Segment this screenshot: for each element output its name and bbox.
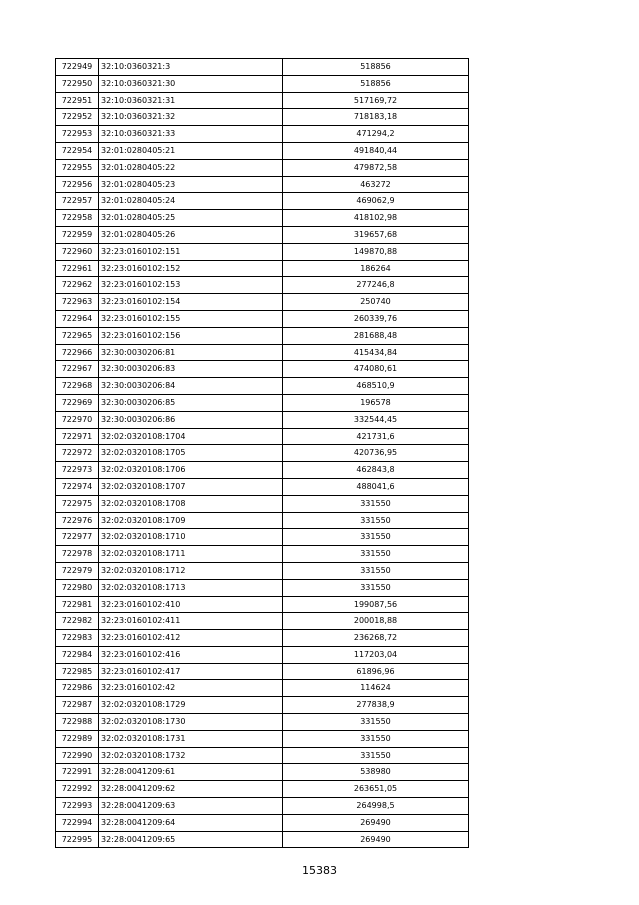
row-number-cell: 722973: [56, 462, 99, 479]
row-number-cell: 722962: [56, 277, 99, 294]
value-cell: 718183,18: [283, 109, 469, 126]
value-cell: 518856: [283, 75, 469, 92]
cadastral-number-cell: 32:02:0320108:1709: [99, 512, 283, 529]
cadastral-number-cell: 32:30:0030206:83: [99, 361, 283, 378]
value-cell: 331550: [283, 512, 469, 529]
cadastral-number-cell: 32:10:0360321:30: [99, 75, 283, 92]
row-number-cell: 722953: [56, 126, 99, 143]
value-cell: 331550: [283, 730, 469, 747]
cadastral-number-cell: 32:10:0360321:32: [99, 109, 283, 126]
value-cell: 538980: [283, 764, 469, 781]
row-number-cell: 722980: [56, 579, 99, 596]
cadastral-number-cell: 32:02:0320108:1707: [99, 478, 283, 495]
table-row: [56, 260, 469, 277]
value-cell: 462843,8: [283, 462, 469, 479]
value-cell: 421731,6: [283, 428, 469, 445]
row-number-cell: 722990: [56, 747, 99, 764]
cadastral-number-cell: 32:23:0160102:153: [99, 277, 283, 294]
value-cell: 199087,56: [283, 596, 469, 613]
value-cell: 250740: [283, 294, 469, 311]
row-number-cell: 722994: [56, 814, 99, 831]
table-row: [56, 646, 469, 663]
row-number-cell: 722956: [56, 176, 99, 193]
row-number-cell: 722983: [56, 630, 99, 647]
cadastral-number-cell: 32:02:0320108:1704: [99, 428, 283, 445]
cadastral-number-cell: 32:02:0320108:1729: [99, 697, 283, 714]
value-cell: 491840,44: [283, 142, 469, 159]
row-number-cell: 722991: [56, 764, 99, 781]
cadastral-number-cell: 32:23:0160102:416: [99, 646, 283, 663]
value-cell: 517169,72: [283, 92, 469, 109]
cadastral-number-cell: 32:23:0160102:412: [99, 630, 283, 647]
table-row: [56, 562, 469, 579]
table-row: [56, 680, 469, 697]
row-number-cell: 722950: [56, 75, 99, 92]
table-row: [56, 361, 469, 378]
table-row: [56, 176, 469, 193]
row-number-cell: 722978: [56, 546, 99, 563]
row-number-cell: 722981: [56, 596, 99, 613]
cadastral-number-cell: 32:23:0160102:42: [99, 680, 283, 697]
table-row: [56, 277, 469, 294]
value-cell: 471294,2: [283, 126, 469, 143]
row-number-cell: 722977: [56, 529, 99, 546]
value-cell: 269490: [283, 831, 469, 848]
table-row: [56, 814, 469, 831]
value-cell: 331550: [283, 529, 469, 546]
row-number-cell: 722959: [56, 226, 99, 243]
value-cell: 277246,8: [283, 277, 469, 294]
value-cell: 61896,96: [283, 663, 469, 680]
value-cell: 277838,9: [283, 697, 469, 714]
table-row: [56, 159, 469, 176]
value-cell: 479872,58: [283, 159, 469, 176]
cadastral-number-cell: 32:10:0360321:31: [99, 92, 283, 109]
row-number-cell: 722974: [56, 478, 99, 495]
cadastral-number-cell: 32:01:0280405:24: [99, 193, 283, 210]
table-row: [56, 142, 469, 159]
cadastral-number-cell: 32:01:0280405:21: [99, 142, 283, 159]
table-row: [56, 428, 469, 445]
value-cell: 331550: [283, 562, 469, 579]
cadastral-number-cell: 32:23:0160102:154: [99, 294, 283, 311]
cadastral-number-cell: 32:28:0041209:64: [99, 814, 283, 831]
table-row: [56, 798, 469, 815]
row-number-cell: 722985: [56, 663, 99, 680]
table-row: [56, 613, 469, 630]
cadastral-number-cell: 32:01:0280405:23: [99, 176, 283, 193]
value-cell: 331550: [283, 714, 469, 731]
value-cell: 420736,95: [283, 445, 469, 462]
row-number-cell: 722958: [56, 210, 99, 227]
cadastral-number-cell: 32:01:0280405:22: [99, 159, 283, 176]
table-row: [56, 210, 469, 227]
cadastral-number-cell: 32:02:0320108:1711: [99, 546, 283, 563]
row-number-cell: 722993: [56, 798, 99, 815]
cadastral-number-cell: 32:30:0030206:85: [99, 394, 283, 411]
table-row: [56, 697, 469, 714]
cadastral-number-cell: 32:02:0320108:1708: [99, 495, 283, 512]
cadastral-number-cell: 32:23:0160102:155: [99, 310, 283, 327]
row-number-cell: 722975: [56, 495, 99, 512]
table-row: [56, 714, 469, 731]
cadastral-number-cell: 32:02:0320108:1712: [99, 562, 283, 579]
row-number-cell: 722984: [56, 646, 99, 663]
cadastral-number-cell: 32:23:0160102:151: [99, 243, 283, 260]
row-number-cell: 722968: [56, 378, 99, 395]
value-cell: 186264: [283, 260, 469, 277]
table-row: [56, 764, 469, 781]
table-row: [56, 92, 469, 109]
value-cell: 331550: [283, 495, 469, 512]
cadastral-number-cell: 32:30:0030206:84: [99, 378, 283, 395]
cadastral-number-cell: 32:23:0160102:156: [99, 327, 283, 344]
row-number-cell: 722954: [56, 142, 99, 159]
cadastral-number-cell: 32:28:0041209:61: [99, 764, 283, 781]
table-row: [56, 747, 469, 764]
table-row: [56, 781, 469, 798]
row-number-cell: 722989: [56, 730, 99, 747]
row-number-cell: 722961: [56, 260, 99, 277]
value-cell: 469062,9: [283, 193, 469, 210]
value-cell: 468510,9: [283, 378, 469, 395]
cadastral-number-cell: 32:23:0160102:417: [99, 663, 283, 680]
table-row: [56, 243, 469, 260]
cadastral-number-cell: 32:02:0320108:1706: [99, 462, 283, 479]
value-cell: 236268,72: [283, 630, 469, 647]
value-cell: 117203,04: [283, 646, 469, 663]
row-number-cell: 722955: [56, 159, 99, 176]
table-row: [56, 579, 469, 596]
cadastral-number-cell: 32:30:0030206:86: [99, 411, 283, 428]
table-row: [56, 109, 469, 126]
table-row: [56, 546, 469, 563]
table-row: [56, 193, 469, 210]
row-number-cell: 722988: [56, 714, 99, 731]
row-number-cell: 722970: [56, 411, 99, 428]
value-cell: 319657,68: [283, 226, 469, 243]
value-cell: 264998,5: [283, 798, 469, 815]
table-row: [56, 327, 469, 344]
table-row: [56, 512, 469, 529]
table-row: [56, 462, 469, 479]
value-cell: 518856: [283, 59, 469, 76]
table-row: [56, 478, 469, 495]
cadastral-number-cell: 32:02:0320108:1713: [99, 579, 283, 596]
row-number-cell: 722972: [56, 445, 99, 462]
row-number-cell: 722964: [56, 310, 99, 327]
table-row: [56, 344, 469, 361]
cadastral-number-cell: 32:30:0030206:81: [99, 344, 283, 361]
cadastral-number-cell: 32:02:0320108:1731: [99, 730, 283, 747]
table-row: [56, 294, 469, 311]
row-number-cell: 722971: [56, 428, 99, 445]
cadastral-number-cell: 32:23:0160102:411: [99, 613, 283, 630]
value-cell: 149870,88: [283, 243, 469, 260]
cadastral-number-cell: 32:02:0320108:1710: [99, 529, 283, 546]
page-number: 15383: [302, 864, 337, 877]
table-row: [56, 126, 469, 143]
value-cell: 415434,84: [283, 344, 469, 361]
cadastral-number-cell: 32:02:0320108:1730: [99, 714, 283, 731]
row-number-cell: 722987: [56, 697, 99, 714]
row-number-cell: 722976: [56, 512, 99, 529]
value-cell: 331550: [283, 546, 469, 563]
cadastral-number-cell: 32:28:0041209:62: [99, 781, 283, 798]
cadastral-number-cell: 32:28:0041209:63: [99, 798, 283, 815]
table-row: [56, 59, 469, 76]
cadastral-number-cell: 32:10:0360321:3: [99, 59, 283, 76]
table-row: [56, 831, 469, 848]
row-number-cell: 722969: [56, 394, 99, 411]
value-cell: 331550: [283, 579, 469, 596]
value-cell: 269490: [283, 814, 469, 831]
table-row: [56, 445, 469, 462]
table-row: [56, 730, 469, 747]
table-row: [56, 75, 469, 92]
value-cell: 196578: [283, 394, 469, 411]
row-number-cell: 722982: [56, 613, 99, 630]
cadastral-number-cell: 32:23:0160102:410: [99, 596, 283, 613]
table-body: [56, 59, 469, 848]
row-number-cell: 722949: [56, 59, 99, 76]
data-table: [55, 58, 469, 848]
row-number-cell: 722957: [56, 193, 99, 210]
table-row: [56, 226, 469, 243]
table-row: [56, 630, 469, 647]
row-number-cell: 722965: [56, 327, 99, 344]
table-row: [56, 394, 469, 411]
row-number-cell: 722992: [56, 781, 99, 798]
row-number-cell: 722967: [56, 361, 99, 378]
table-row: [56, 310, 469, 327]
cadastral-number-cell: 32:02:0320108:1732: [99, 747, 283, 764]
value-cell: 260339,76: [283, 310, 469, 327]
cadastral-number-cell: 32:10:0360321:33: [99, 126, 283, 143]
table-row: [56, 495, 469, 512]
row-number-cell: 722963: [56, 294, 99, 311]
value-cell: 463272: [283, 176, 469, 193]
value-cell: 114624: [283, 680, 469, 697]
value-cell: 331550: [283, 747, 469, 764]
table-row: [56, 663, 469, 680]
table-row: [56, 596, 469, 613]
row-number-cell: 722979: [56, 562, 99, 579]
row-number-cell: 722951: [56, 92, 99, 109]
cadastral-number-cell: 32:28:0041209:65: [99, 831, 283, 848]
value-cell: 474080,61: [283, 361, 469, 378]
table-row: [56, 529, 469, 546]
value-cell: 281688,48: [283, 327, 469, 344]
cadastral-number-cell: 32:23:0160102:152: [99, 260, 283, 277]
row-number-cell: 722960: [56, 243, 99, 260]
cadastral-number-cell: 32:01:0280405:26: [99, 226, 283, 243]
value-cell: 332544,45: [283, 411, 469, 428]
value-cell: 263651,05: [283, 781, 469, 798]
table-row: [56, 378, 469, 395]
value-cell: 200018,88: [283, 613, 469, 630]
cadastral-number-cell: 32:01:0280405:25: [99, 210, 283, 227]
row-number-cell: 722952: [56, 109, 99, 126]
row-number-cell: 722995: [56, 831, 99, 848]
table-row: [56, 411, 469, 428]
value-cell: 488041,6: [283, 478, 469, 495]
cadastral-number-cell: 32:02:0320108:1705: [99, 445, 283, 462]
row-number-cell: 722986: [56, 680, 99, 697]
row-number-cell: 722966: [56, 344, 99, 361]
value-cell: 418102,98: [283, 210, 469, 227]
